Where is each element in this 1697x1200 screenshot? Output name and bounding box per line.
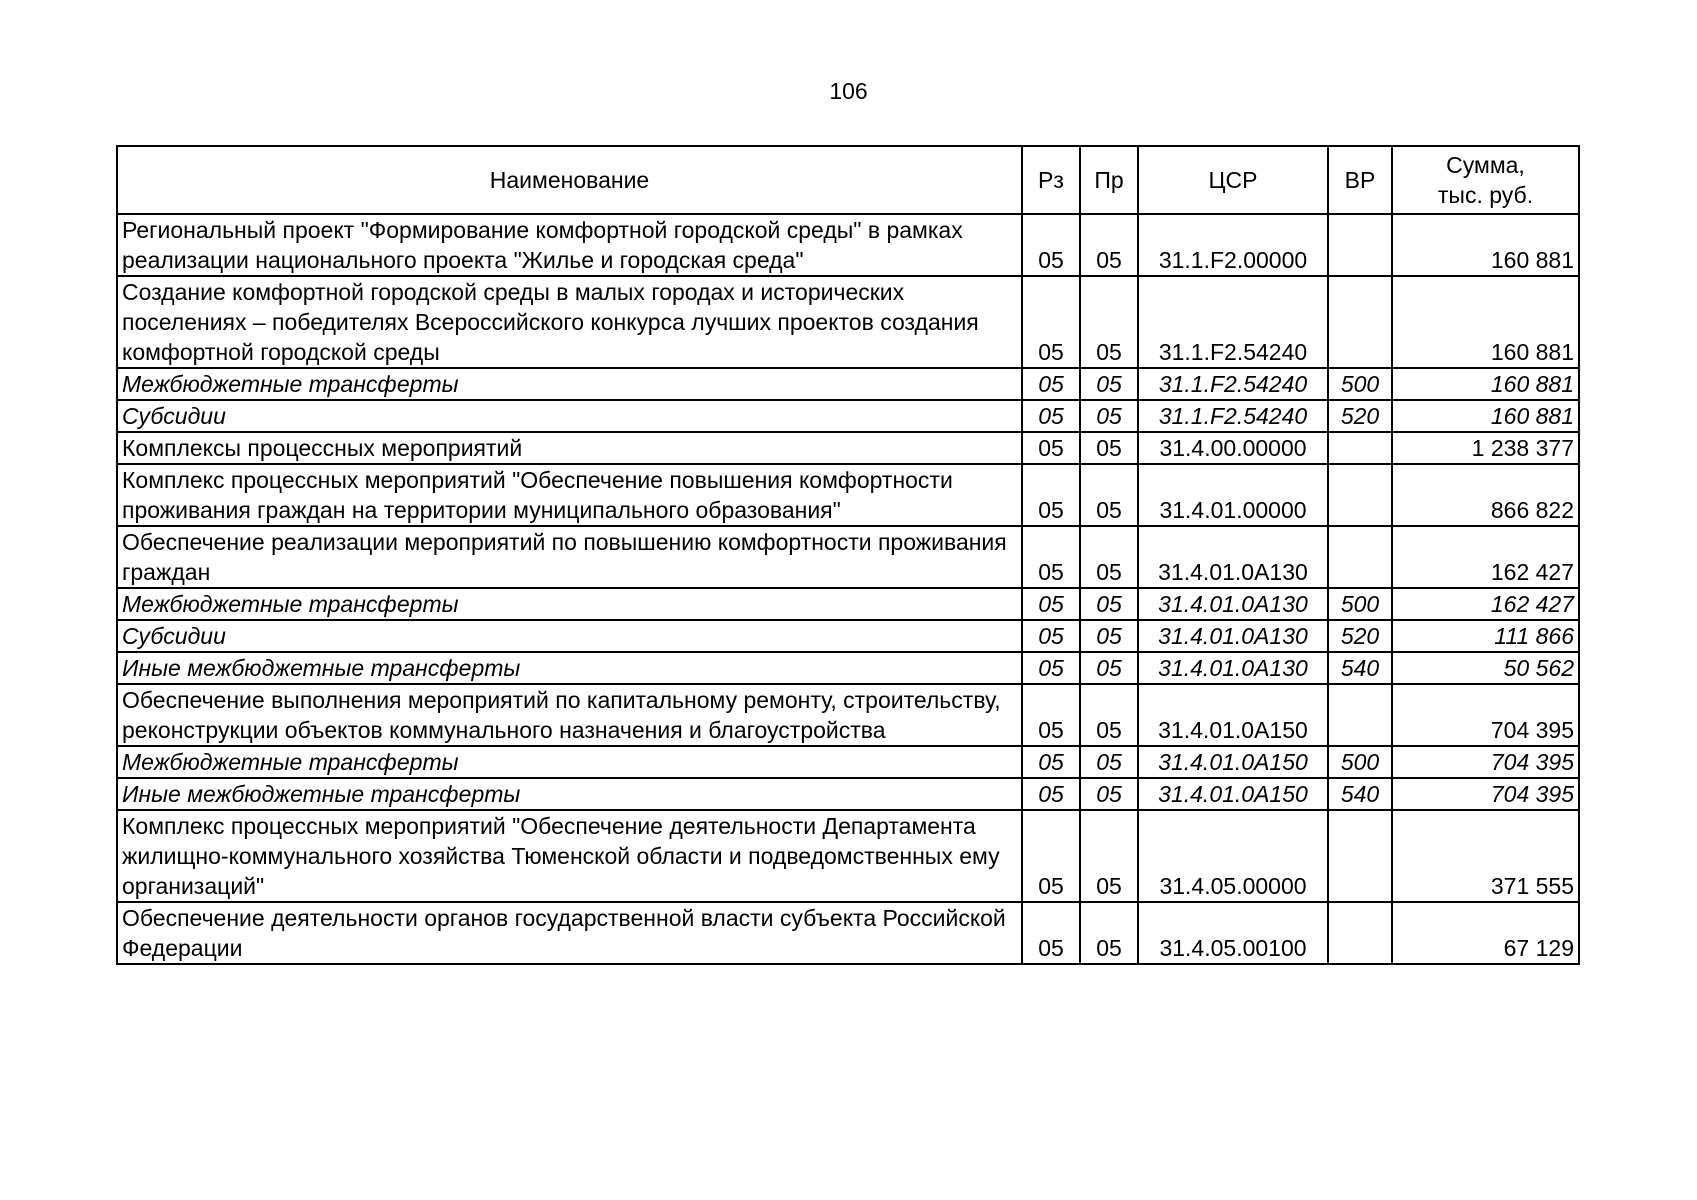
cell-vr: [1328, 684, 1392, 746]
cell-sum: 866 822: [1392, 464, 1579, 526]
cell-rz: 05: [1022, 746, 1080, 778]
cell-vr: 520: [1328, 400, 1392, 432]
cell-vr: 500: [1328, 368, 1392, 400]
cell-sum: 1 238 377: [1392, 432, 1579, 464]
cell-csr: 31.4.05.00100: [1138, 902, 1328, 964]
cell-pr: 05: [1080, 400, 1138, 432]
cell-sum: 160 881: [1392, 400, 1579, 432]
cell-rz: 05: [1022, 588, 1080, 620]
cell-sum: 160 881: [1392, 276, 1579, 368]
table-row: [117, 400, 1579, 432]
cell-csr: 31.4.01.0А130: [1138, 652, 1328, 684]
cell-csr: 31.4.01.00000: [1138, 464, 1328, 526]
table-row: [117, 684, 1579, 746]
cell-name: Субсидии: [117, 400, 1022, 432]
cell-rz: 05: [1022, 810, 1080, 902]
cell-name: Обеспечение реализации мероприятий по повышению комфортности проживания граждан: [117, 526, 1022, 588]
cell-rz: 05: [1022, 432, 1080, 464]
cell-csr: 31.4.00.00000: [1138, 432, 1328, 464]
cell-sum: 704 395: [1392, 684, 1579, 746]
cell-name: Региональный проект "Формирование комфортной городской среды" в рамках реализации национального проекта "Жилье и городская среда": [117, 214, 1022, 276]
cell-pr: 05: [1080, 526, 1138, 588]
cell-sum: 50 562: [1392, 652, 1579, 684]
cell-sum: 111 866: [1392, 620, 1579, 652]
cell-rz: 05: [1022, 902, 1080, 964]
cell-sum: 67 129: [1392, 902, 1579, 964]
cell-pr: 05: [1080, 684, 1138, 746]
cell-vr: 520: [1328, 620, 1392, 652]
cell-name: Обеспечение выполнения мероприятий по капитальному ремонту, строительству, реконструкции объектов коммунального назначения и благоустройства: [117, 684, 1022, 746]
cell-sum: 162 427: [1392, 526, 1579, 588]
table-row: [117, 588, 1579, 620]
header-sum: [1392, 146, 1579, 214]
header-sum-line1: Сумма,: [1446, 152, 1525, 178]
cell-rz: 05: [1022, 276, 1080, 368]
cell-pr: 05: [1080, 368, 1138, 400]
cell-vr: [1328, 214, 1392, 276]
cell-vr: 500: [1328, 588, 1392, 620]
cell-name: Субсидии: [117, 620, 1022, 652]
table-row: [117, 464, 1579, 526]
cell-rz: 05: [1022, 620, 1080, 652]
header-sum-line2: тыс. руб.: [1437, 182, 1534, 208]
table-row: [117, 810, 1579, 902]
cell-csr: 31.1.F2.54240: [1138, 400, 1328, 432]
table-row: [117, 652, 1579, 684]
cell-rz: 05: [1022, 684, 1080, 746]
table-row: [117, 620, 1579, 652]
cell-pr: 05: [1080, 432, 1138, 464]
page-number: 106: [829, 78, 868, 104]
cell-sum: 162 427: [1392, 588, 1579, 620]
table-row: [117, 276, 1579, 368]
cell-name: Межбюджетные трансферты: [117, 368, 1022, 400]
cell-pr: 05: [1080, 620, 1138, 652]
header-csr: ЦСР: [1138, 146, 1328, 214]
cell-name: Создание комфортной городской среды в малых городах и исторических поселениях – победителях Всероссийского конкурса лучших проектов создания комфортной городской среды: [117, 276, 1022, 368]
cell-vr: [1328, 432, 1392, 464]
cell-csr: 31.1.F2.54240: [1138, 276, 1328, 368]
cell-name: Комплекс процессных мероприятий "Обеспечение повышения комфортности проживания граждан на территории муниципального образования": [117, 464, 1022, 526]
cell-name: Комплекс процессных мероприятий "Обеспечение деятельности Департамента жилищно-коммунального хозяйства Тюменской области и подведомственных ему организаций": [117, 810, 1022, 902]
cell-sum: 704 395: [1392, 778, 1579, 810]
cell-rz: 05: [1022, 464, 1080, 526]
cell-sum: 160 881: [1392, 214, 1579, 276]
header-vr: ВР: [1328, 146, 1392, 214]
cell-rz: 05: [1022, 368, 1080, 400]
cell-sum: 371 555: [1392, 810, 1579, 902]
table-row: [117, 526, 1579, 588]
cell-sum: 160 881: [1392, 368, 1579, 400]
cell-rz: 05: [1022, 652, 1080, 684]
cell-rz: 05: [1022, 526, 1080, 588]
cell-csr: 31.4.01.0А150: [1138, 746, 1328, 778]
cell-sum: 704 395: [1392, 746, 1579, 778]
table-row: [117, 368, 1579, 400]
cell-name: Межбюджетные трансферты: [117, 588, 1022, 620]
cell-csr: 31.4.01.0А130: [1138, 588, 1328, 620]
cell-csr: 31.4.01.0А130: [1138, 526, 1328, 588]
cell-pr: 05: [1080, 464, 1138, 526]
cell-rz: 05: [1022, 214, 1080, 276]
cell-vr: 500: [1328, 746, 1392, 778]
header-name: Наименование: [117, 146, 1022, 214]
cell-vr: 540: [1328, 652, 1392, 684]
table-body: [117, 214, 1579, 964]
cell-csr: 31.1.F2.00000: [1138, 214, 1328, 276]
cell-vr: [1328, 464, 1392, 526]
cell-pr: 05: [1080, 588, 1138, 620]
cell-name: Иные межбюджетные трансферты: [117, 652, 1022, 684]
cell-name: Обеспечение деятельности органов государственной власти субъекта Российской Федерации: [117, 902, 1022, 964]
cell-pr: 05: [1080, 276, 1138, 368]
cell-pr: 05: [1080, 652, 1138, 684]
cell-csr: 31.4.01.0А150: [1138, 778, 1328, 810]
cell-vr: [1328, 902, 1392, 964]
cell-name: Комплексы процессных мероприятий: [117, 432, 1022, 464]
cell-csr: 31.4.01.0А150: [1138, 684, 1328, 746]
table-row: [117, 778, 1579, 810]
table-row: [117, 902, 1579, 964]
cell-csr: 31.4.05.00000: [1138, 810, 1328, 902]
cell-vr: [1328, 526, 1392, 588]
cell-rz: 05: [1022, 400, 1080, 432]
cell-name: Межбюджетные трансферты: [117, 746, 1022, 778]
table-row: [117, 432, 1579, 464]
cell-pr: 05: [1080, 778, 1138, 810]
table-header-row: [117, 146, 1579, 214]
cell-pr: 05: [1080, 902, 1138, 964]
cell-name: Иные межбюджетные трансферты: [117, 778, 1022, 810]
cell-pr: 05: [1080, 214, 1138, 276]
cell-pr: 05: [1080, 810, 1138, 902]
header-rz: Рз: [1022, 146, 1080, 214]
table-row: [117, 746, 1579, 778]
cell-vr: [1328, 276, 1392, 368]
header-pr: Пр: [1080, 146, 1138, 214]
table-row: [117, 214, 1579, 276]
cell-csr: 31.4.01.0А130: [1138, 620, 1328, 652]
cell-rz: 05: [1022, 778, 1080, 810]
cell-csr: 31.1.F2.54240: [1138, 368, 1328, 400]
cell-vr: 540: [1328, 778, 1392, 810]
budget-table: [116, 145, 1580, 965]
cell-vr: [1328, 810, 1392, 902]
cell-pr: 05: [1080, 746, 1138, 778]
